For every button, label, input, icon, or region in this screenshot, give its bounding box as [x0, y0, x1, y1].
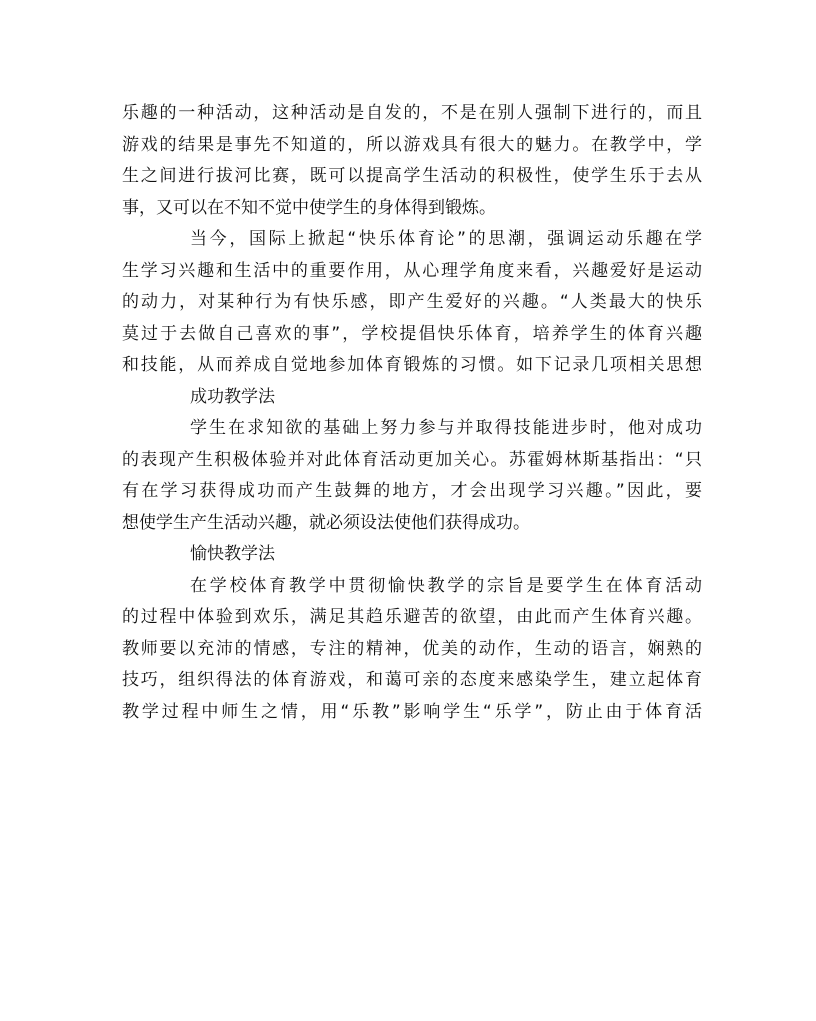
text-line: 的表现产生积极体验并对此体育活动更加关心。苏霍姆林斯基指出：“只	[122, 449, 702, 470]
section-heading: 愉快教学法	[190, 544, 275, 564]
paragraph-success-method	[122, 413, 702, 539]
text-line: 生学习兴趣和生活中的重要作用，从心理学角度来看，兴趣爱好是运动	[122, 260, 702, 281]
text-line: 事，又可以在不知不觉中使学生的身体得到锻炼。	[122, 197, 496, 218]
text-line: 教学过程中师生之情，用“乐教”影响学生“乐学”，防止由于体育活	[122, 701, 702, 722]
heading-pleasant-method	[122, 539, 702, 571]
text-line: 的过程中体验到欢乐，满足其趋乐避苦的欲望，由此而产生体育兴趣。	[122, 607, 702, 627]
paragraph-happy-pe	[122, 224, 702, 382]
text-line: 教师要以充沛的情感，专注的精神，优美的动作，生动的语言，娴熟的	[122, 638, 702, 659]
heading-success-method	[122, 382, 702, 414]
text-line: 乐趣的一种活动，这种活动是自发的，不是在别人强制下进行的，而且	[122, 103, 702, 123]
section-heading: 成功教学法	[190, 386, 275, 407]
text-line: 游戏的结果是事先不知道的，所以游戏具有很大的魅力。在教学中，学	[122, 134, 702, 155]
text-line: 和技能，从而养成自觉地参加体育锻炼的习惯。如下记录几项相关思想	[122, 355, 702, 375]
text-line: 在学校体育教学中贯彻愉快教学的宗旨是要学生在体育活动	[190, 575, 702, 596]
paragraph-game-charm	[122, 98, 702, 224]
document-body	[122, 98, 702, 728]
text-line: 想使学生产生活动兴趣，就必须设法使他们获得成功。	[122, 512, 530, 533]
paragraph-pleasant-method	[122, 571, 702, 729]
text-line: 有在学习获得成功而产生鼓舞的地方，才会出现学习兴趣。”因此，要	[122, 481, 702, 501]
text-line: 学生在求知欲的基础上努力参与并取得技能进步时，他对成功	[190, 418, 702, 438]
text-line: 莫过于去做自己喜欢的事”，学校提倡快乐体育，培养学生的体育兴趣	[122, 323, 702, 344]
text-line: 的动力，对某种行为有快乐感，即产生爱好的兴趣。“人类最大的快乐	[122, 292, 702, 312]
text-line: 生之间进行拔河比赛，既可以提高学生活动的积极性，使学生乐于去从	[122, 166, 702, 186]
text-line: 技巧，组织得法的体育游戏，和蔼可亲的态度来感染学生，建立起体育	[122, 670, 702, 690]
text-line: 当今，国际上掀起“快乐体育论”的思潮，强调运动乐趣在学	[190, 229, 702, 249]
